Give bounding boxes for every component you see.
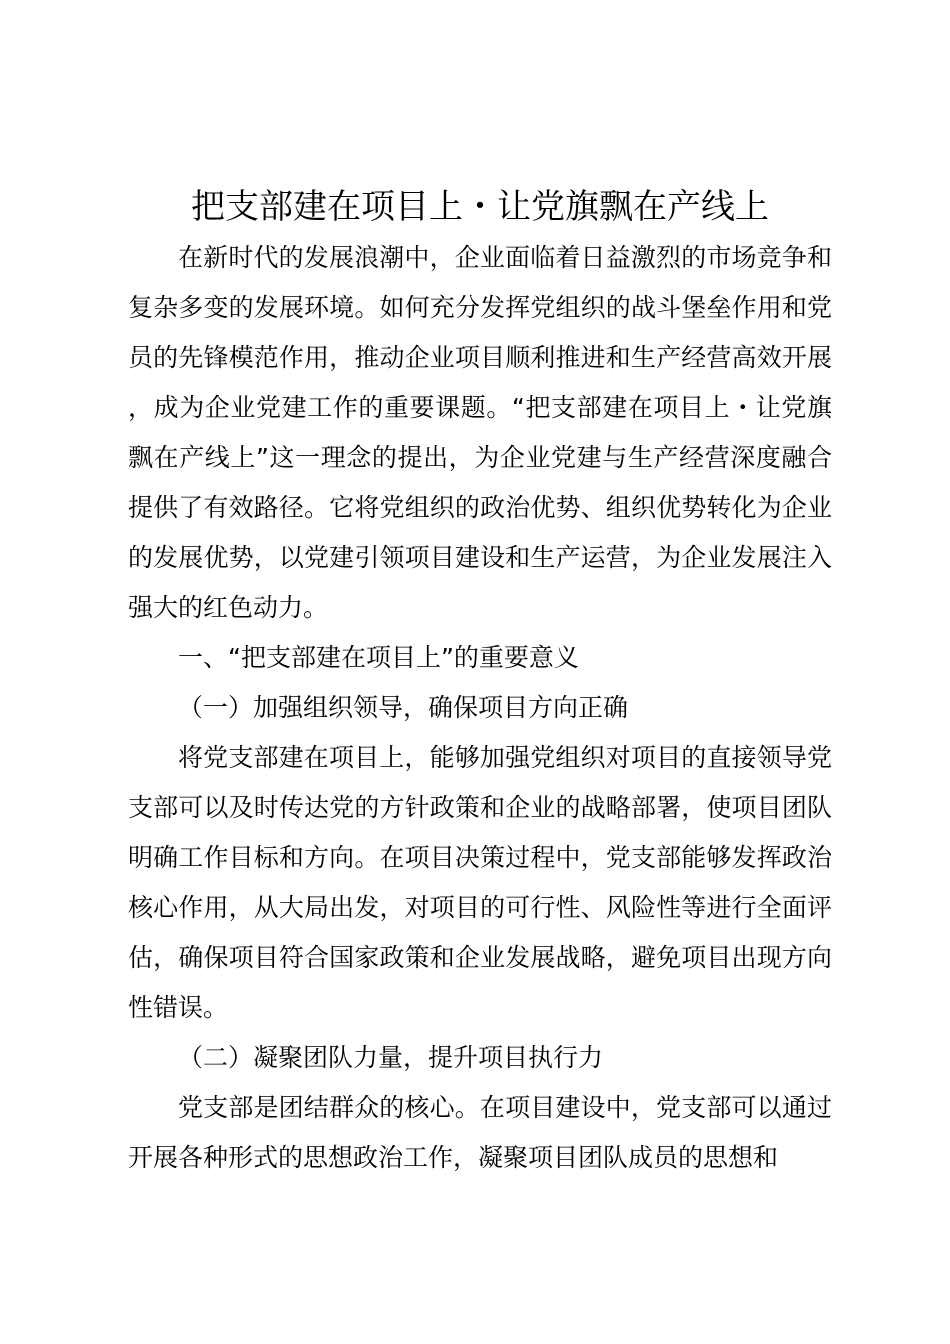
subsection-1-paragraph: 将党支部建在项目上，能够加强党组织对项目的直接领导党支部可以及时传达党的方针政策和企业的战略部署，使项目团队明确工作目标和方向。在项目决策过程中，党支部能够发挥政治核心作用，从大局出发，对项目的可行性、风险性等进行全面评估，确保项目符合国家政策和企业发展战略，避免项目出现方向性错误。 bbox=[128, 743, 832, 1022]
section-heading-1: 一、“把支部建在项目上”的重要意义 bbox=[178, 643, 579, 672]
intro-paragraph: 在新时代的发展浪潮中，企业面临着日益激烈的市场竞争和复杂多变的发展环境。如何充分发挥党组织的战斗堡垒作用和党员的先锋模范作用，推动企业项目顺利推进和生产经营高效开展，成为企业党建工作的重要课题。“把支部建在项目上・让党旗飘在产线上”这一理念的提出，为企业党建与生产经营深度融合提供了有效路径。它将党组织的政治优势、组织优势转化为企业的发展优势，以党建引领项目建设和生产运营，为企业发展注入强大的红色动力。 bbox=[128, 243, 832, 622]
subsection-2-paragraph: 党支部是团结群众的核心。在项目建设中，党支部可以通过开展各种形式的思想政治工作，凝聚项目团队成员的思想和 bbox=[128, 1093, 832, 1172]
document-body bbox=[128, 181, 832, 1183]
subsection-heading-1: （一）加强组织领导，确保项目方向正确 bbox=[178, 693, 629, 722]
subsection-heading-2: （二）凝聚团队力量，提升项目执行力 bbox=[178, 1043, 604, 1072]
document-title: 把支部建在项目上・让党旗飘在产线上 bbox=[191, 187, 769, 227]
